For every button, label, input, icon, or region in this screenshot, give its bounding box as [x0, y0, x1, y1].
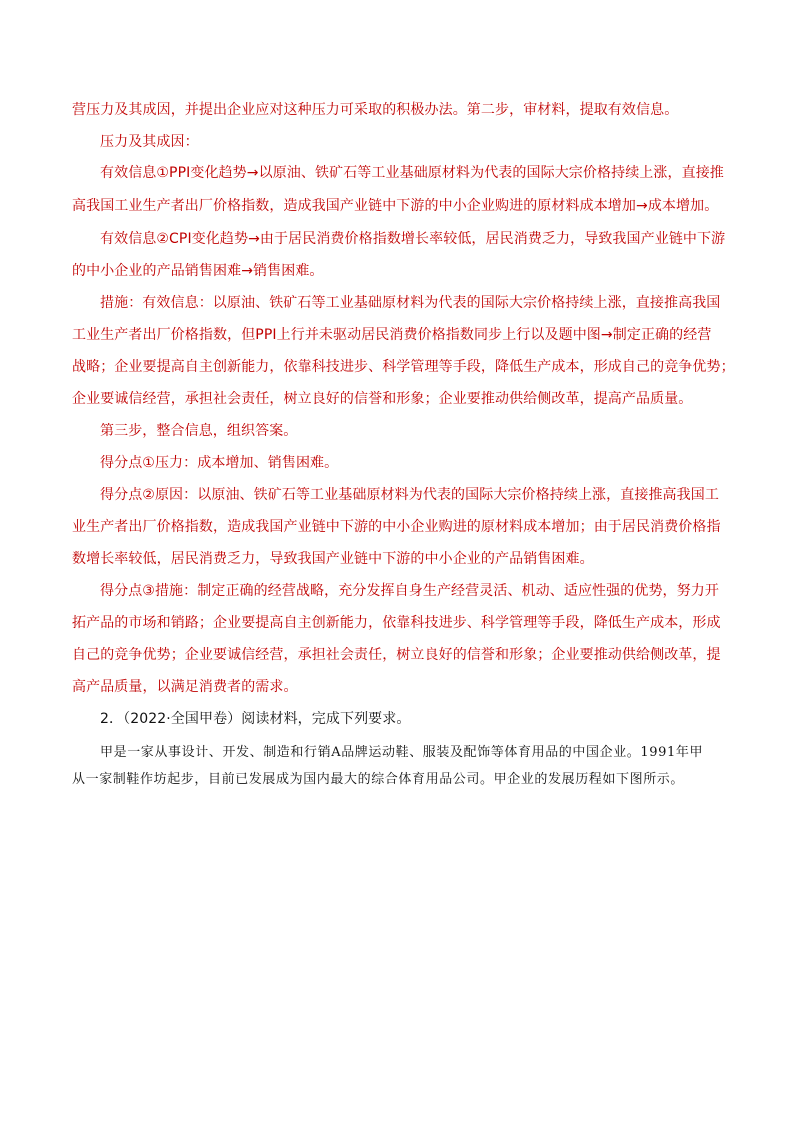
question-heading: 2．（2022·全国甲卷）阅读材料，完成下列要求。	[100, 711, 411, 727]
answer-line-11: 第三步，整合信息，组织答案。	[100, 423, 298, 439]
answer-line-8: 工业生产者出厂价格指数，但PPI上行并未驱动居民消费价格指数同步上行以及题中图→制定正确的经营	[72, 327, 712, 343]
answer-line-12: 得分点①压力：成本增加、销售困难。	[100, 455, 339, 471]
material-line-2: 从一家制鞋作坊起步，目前已发展成为国内最大的综合体育用品公司。甲企业的发展历程如下图所示。	[72, 772, 685, 787]
answer-line-1: 营压力及其成因，并提出企业应对这种压力可采取的积极办法。第二步，审材料，提取有效信息。	[72, 102, 679, 118]
answer-line-3: 有效信息①PPI变化趋势→以原油、铁矿石等工业基础原材料为代表的国际大宗价格持续上涨，直接推	[100, 165, 724, 181]
answer-line-6: 的中小企业的产品销售困难→销售困难。	[72, 263, 324, 279]
material-line-1: 甲是一家从事设计、开发、制造和行销A品牌运动鞋、服装及配饰等体育用品的中国企业。1991年甲	[100, 745, 704, 760]
answer-line-10: 企业要诚信经营，承担社会责任，树立良好的信誉和形象；企业要推动供给侧改革，提高产品质量。	[72, 391, 693, 407]
answer-line-4: 高我国工业生产者出厂价格指数，造成我国产业链中下游的中小企业购进的原材料成本增加→成本增加。	[72, 198, 719, 214]
answer-line-14: 业生产者出厂价格指数，造成我国产业链中下游的中小企业购进的原材料成本增加；由于居民消费价格指	[72, 519, 721, 535]
answer-line-17: 拓产品的市场和销路；企业要提高自主创新能力，依靠科技进步、科学管理等手段，降低生产成本，形成	[72, 615, 721, 631]
answer-line-15: 数增长率较低，居民消费乏力，导致我国产业链中下游的中小企业的产品销售困难。	[72, 551, 594, 567]
answer-line-5: 有效信息②CPI变化趋势→由于居民消费价格指数增长率较低，居民消费乏力，导致我国产业链中下游	[100, 231, 726, 247]
answer-line-2: 压力及其成因：	[100, 134, 199, 150]
answer-line-7: 措施：有效信息：以原油、铁矿石等工业基础原材料为代表的国际大宗价格持续上涨，直接推高我国	[100, 295, 721, 311]
answer-line-16: 得分点③措施：制定正确的经营战略，充分发挥自身生产经营灵活、机动、适应性强的优势，努力开	[100, 583, 719, 599]
answer-line-18: 自己的竞争优势；企业要诚信经营，承担社会责任，树立良好的信誉和形象；企业要推动供给侧改革，提	[72, 647, 721, 663]
answer-line-13: 得分点②原因：以原油、铁矿石等工业基础原材料为代表的国际大宗价格持续上涨，直接推高我国工	[100, 487, 719, 503]
answer-line-19: 高产品质量，以满足消费者的需求。	[72, 679, 298, 695]
answer-line-9: 战略；企业要提高自主创新能力，依靠科技进步、科学管理等手段，降低生产成本，形成自己的竞争优势；	[72, 359, 735, 375]
